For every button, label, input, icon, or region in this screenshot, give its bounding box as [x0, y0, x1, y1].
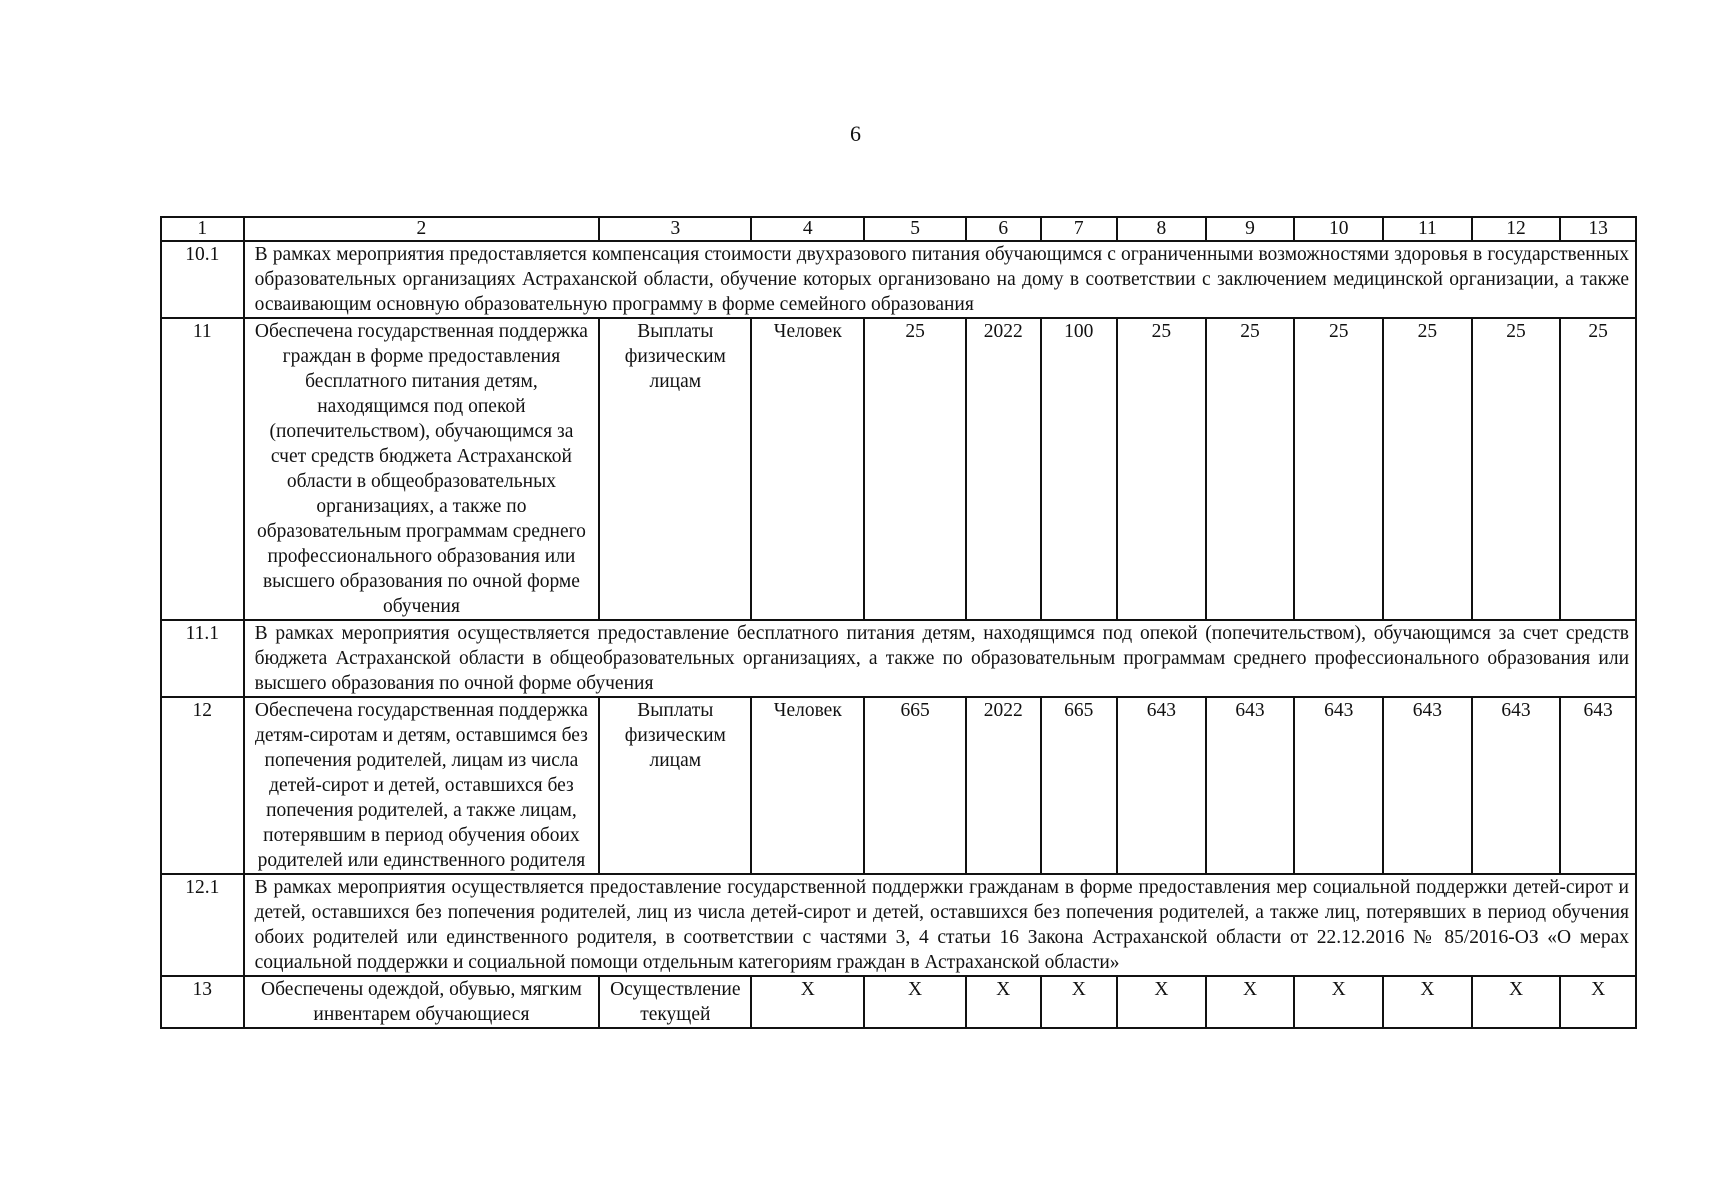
value-cell: 25: [1560, 318, 1636, 620]
table-row-10-1: [161, 241, 1636, 318]
header-cell: 12: [1472, 217, 1561, 241]
value-cell: 643: [1206, 697, 1295, 874]
unit-cell: Человек: [751, 697, 864, 874]
value-cell: Х: [966, 976, 1041, 1028]
value-cell: 643: [1117, 697, 1206, 874]
header-cell: 7: [1041, 217, 1118, 241]
row-number: 10.1: [161, 241, 244, 318]
value-cell: 25: [1117, 318, 1206, 620]
row-number: 11: [161, 318, 244, 620]
value-cell: Х: [1560, 976, 1636, 1028]
header-cell: 2: [244, 217, 600, 241]
value-cell: Х: [751, 976, 864, 1028]
result-name: Обеспечена государственная поддержка граждан в форме предоставления бесплатного питания детям, находящимся под опекой (попечительством), обучающимся за счет средств бюджета Астраханской области в общеобразовательных организациях, а также по образовательным программам среднего профессионального образования или высшего образования по очной форме обучения: [244, 318, 600, 620]
measures-table: [160, 216, 1637, 1029]
header-cell: 13: [1560, 217, 1636, 241]
measure-description: В рамках мероприятия осуществляется предоставление государственной поддержки гражданам в форме предоставления мер социальной поддержки детей-сирот и детей, оставшихся без попечения родителей, лиц из числа детей-сирот и детей, оставшихся без попечения родителей, а также лиц, потерявших в период обучения обоих родителей или единственного родителя, в соответствии с частями 3, 4 статьи 16 Закона Астраханской области от 22.12.2016 № 85/2016-ОЗ «О мерах социальной поддержки и социальной помощи отдельным категориям граждан в Астраханской области»: [244, 874, 1636, 976]
value-cell: Х: [1206, 976, 1295, 1028]
measure-description: В рамках мероприятия осуществляется предоставление бесплатного питания детям, находящимся под опекой (попечительством), обучающимся за счет средств бюджета Астраханской области в общеобразовательных организациях, а также по образовательным программам среднего профессионального образования или высшего образования по очной форме обучения: [244, 620, 1636, 697]
value-cell: 2022: [966, 697, 1041, 874]
value-cell: 643: [1383, 697, 1472, 874]
header-cell: 8: [1117, 217, 1206, 241]
row-number: 11.1: [161, 620, 244, 697]
value-cell: 25: [1294, 318, 1383, 620]
result-type: Выплаты физическим лицам: [599, 697, 751, 874]
table-row-11: [161, 318, 1636, 620]
page-number: 6: [850, 121, 861, 146]
value-cell: Х: [1472, 976, 1561, 1028]
header-cell: 6: [966, 217, 1041, 241]
value-cell: 25: [1472, 318, 1561, 620]
measure-description: В рамках мероприятия предоставляется компенсация стоимости двухразового питания обучающимся с ограниченными возможностями здоровья в государственных образовательных организациях Астраханской области, обучение которых организовано на дому в соответствии с заключением медицинской организации, а также осваивающим основную образовательную программу в форме семейного образования: [244, 241, 1636, 318]
table-row-12: [161, 697, 1636, 874]
header-cell: 1: [161, 217, 244, 241]
header-cell: 11: [1383, 217, 1472, 241]
table-row-11-1: [161, 620, 1636, 697]
table-row-13: [161, 976, 1636, 1028]
row-number: 13: [161, 976, 244, 1028]
value-cell: 643: [1560, 697, 1636, 874]
value-cell: 643: [1294, 697, 1383, 874]
value-cell: 100: [1041, 318, 1118, 620]
row-number: 12.1: [161, 874, 244, 976]
header-cell: 3: [599, 217, 751, 241]
value-cell: 25: [864, 318, 966, 620]
value-cell: 643: [1472, 697, 1561, 874]
table-row-12-1: [161, 874, 1636, 976]
result-type: Выплаты физическим лицам: [599, 318, 751, 620]
unit-cell: Человек: [751, 318, 864, 620]
header-cell: 9: [1206, 217, 1295, 241]
value-cell: 25: [1206, 318, 1295, 620]
value-cell: Х: [864, 976, 966, 1028]
header-cell: 10: [1294, 217, 1383, 241]
header-cell: 4: [751, 217, 864, 241]
value-cell: 25: [1383, 318, 1472, 620]
value-cell: Х: [1117, 976, 1206, 1028]
value-cell: Х: [1041, 976, 1118, 1028]
header-cell: 5: [864, 217, 966, 241]
result-name: Обеспечены одеждой, обувью, мягким инвентарем обучающиеся: [244, 976, 600, 1028]
result-name: Обеспечена государственная поддержка детям-сиротам и детям, оставшимся без попечения родителей, лицам из числа детей-сирот и детей, оставшихся без попечения родителей, а также лицам, потерявшим в период обучения обоих родителей или единственного родителя: [244, 697, 600, 874]
value-cell: Х: [1294, 976, 1383, 1028]
value-cell: Х: [1383, 976, 1472, 1028]
result-type: Осуществление текущей: [599, 976, 751, 1028]
value-cell: 2022: [966, 318, 1041, 620]
value-cell: 665: [1041, 697, 1118, 874]
row-number: 12: [161, 697, 244, 874]
value-cell: 665: [864, 697, 966, 874]
header-row: [161, 217, 1636, 241]
